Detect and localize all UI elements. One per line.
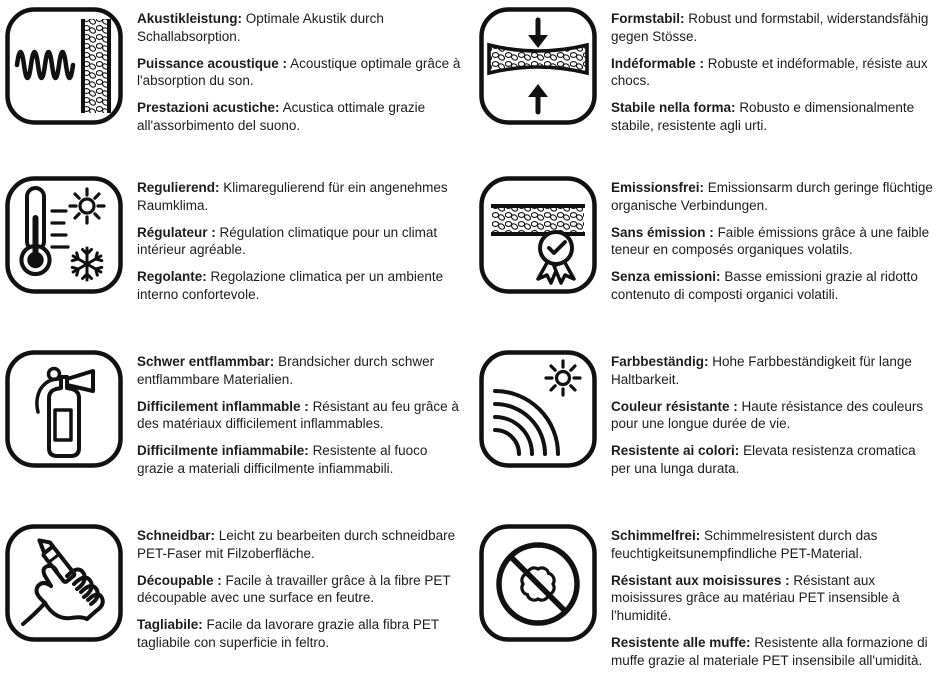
paragraph-fr: [611, 572, 935, 625]
feature-description: Basse emissioni grazie al ridotto contenuto di composti organici volatili.: [611, 269, 918, 302]
paragraph-it: [611, 99, 935, 134]
feature-label: Akustikleistung:: [137, 11, 243, 26]
feature-label: Emissionsfrei:: [611, 180, 705, 195]
paragraph-de: [137, 10, 467, 45]
paragraph-fr: [611, 55, 935, 90]
paragraph-it: [137, 616, 467, 651]
feature-description: Emissionsarm durch geringe flüchtige organische Verbindungen.: [611, 180, 933, 213]
tile-cuttable: [5, 524, 467, 680]
tile-low-emission: [479, 176, 936, 350]
no-mold-icon: [479, 524, 597, 642]
feature-label: Résistant aux moisissures :: [611, 572, 790, 588]
color-fastness-icon: [479, 350, 597, 468]
cuttable-hand-knife-icon: [5, 524, 123, 642]
feature-label: Régulateur :: [137, 224, 216, 240]
feature-label: Schneidbar:: [137, 528, 216, 543]
tile-climate-regulating: [5, 176, 467, 350]
feature-description: Klimaregulierend für ein angenehmes Raumklima.: [137, 180, 448, 213]
paragraph-de: [137, 527, 467, 562]
feature-description: Optimale Akustik durch Schallabsorption.: [137, 11, 384, 44]
feature-label: Formstabil:: [611, 11, 685, 26]
paragraph-de: [137, 179, 467, 214]
paragraph-fr: [137, 224, 467, 259]
feature-label: Resistente ai colori:: [611, 443, 740, 459]
feature-description: Leicht zu bearbeiten durch schneidbare PET-Faser mit Filzoberfläche.: [137, 528, 456, 561]
paragraph-fr: [137, 398, 467, 433]
feature-label: Schwer entflammbar:: [137, 354, 275, 369]
feature-label: Regulierend:: [137, 180, 220, 195]
paragraph-de: [611, 179, 935, 214]
feature-description: Acoustique optimale grâce à l'absorption du son.: [137, 55, 461, 89]
feature-label: Farbbeständig:: [611, 354, 709, 369]
feature-label: Difficilmente infiammabile:: [137, 443, 309, 459]
feature-label: Stabile nella forma:: [611, 100, 736, 116]
paragraph-it: [611, 442, 935, 477]
feature-description: Regolazione climatica per un ambiente interno confortevole.: [137, 269, 444, 302]
feature-description: Robusto e dimensionalmente stabile, resistente agli urti.: [611, 100, 915, 133]
tile-shape-stable: [479, 7, 936, 176]
tile-flame-retardant: [5, 350, 467, 524]
paragraph-it: [611, 634, 935, 669]
feature-description: Faible émissions grâce à une faible teneur en composés organiques volatils.: [611, 224, 930, 258]
paragraph-de: [611, 527, 935, 562]
low-emission-certificate-icon: [479, 176, 597, 294]
feature-description: Schimmelresistent durch das feuchtigkeitsunempfindliche PET-Material.: [611, 528, 878, 561]
paragraph-it: [137, 268, 467, 303]
feature-label: Sans émission :: [611, 224, 714, 240]
feature-description: Facile da lavorare grazie alla fibra PET tagliabile con superficie in feltro.: [137, 617, 439, 650]
feature-label: Resistente alle muffe:: [611, 634, 751, 650]
feature-text-emission: [611, 176, 935, 304]
feature-text-mold: [611, 524, 935, 669]
tile-acoustic: [5, 7, 467, 176]
paragraph-fr: [611, 224, 935, 259]
feature-description: Robuste et indéformable, résiste aux chocs.: [611, 55, 928, 89]
feature-description: Acustica ottimale grazie all'assorbimento del suono.: [137, 100, 426, 133]
feature-label: Couleur résistante :: [611, 398, 738, 414]
feature-description: Robust und formstabil, widerstandsfähig gegen Stösse.: [611, 11, 929, 44]
tile-mold-resistant: [479, 524, 936, 680]
feature-description: Resistente alla formazione di muffe grazie al materiale PET insensibile all'umidità.: [611, 634, 928, 668]
compression-resistance-icon: [479, 7, 597, 125]
paragraph-fr: [137, 55, 467, 90]
paragraph-fr: [611, 398, 935, 433]
feature-label: Découpable :: [137, 572, 222, 588]
feature-description: Resistente al fuoco grazie a materiali difficilmente infiammabili.: [137, 443, 428, 476]
feature-description: Facile à travailler grâce à la fibre PET découpable avec une surface en feutre.: [137, 572, 451, 606]
feature-label: Senza emissioni:: [611, 269, 721, 285]
sound-absorption-icon: [5, 7, 123, 125]
paragraph-de: [611, 353, 935, 388]
fire-extinguisher-icon: [5, 350, 123, 468]
feature-label: Prestazioni acustiche:: [137, 100, 280, 116]
feature-text-flame: [137, 350, 467, 478]
feature-label: Schimmelfrei:: [611, 528, 701, 543]
paragraph-de: [611, 10, 935, 45]
feature-description: Résistant au feu grâce à des matériaux difficilement inflammables.: [137, 398, 459, 432]
paragraph-it: [611, 268, 935, 303]
feature-text-color: [611, 350, 935, 478]
feature-description: Elevata resistenza cromatica per una lunga durata.: [611, 443, 916, 476]
paragraph-it: [137, 442, 467, 477]
feature-description: Régulation climatique pour un climat intérieur agréable.: [137, 224, 438, 258]
feature-text-cuttable: [137, 524, 467, 652]
feature-description: Hohe Farbbeständigkeit für lange Haltbarkeit.: [611, 354, 912, 387]
feature-description: Brandsicher durch schwer entflammbare Materialien.: [137, 354, 435, 387]
feature-label: Indéformable :: [611, 55, 705, 71]
tile-color-fast: [479, 350, 936, 524]
feature-text-shape-stable: [611, 7, 935, 135]
feature-label: Puissance acoustique :: [137, 55, 288, 71]
feature-label: Tagliabile:: [137, 617, 203, 633]
feature-label: Regolante:: [137, 269, 207, 285]
climate-regulation-icon: [5, 176, 123, 294]
paragraph-fr: [137, 572, 467, 607]
feature-label: Difficilement inflammable :: [137, 398, 309, 414]
paragraph-de: [137, 353, 467, 388]
paragraph-it: [137, 99, 467, 134]
feature-description: Haute résistance des couleurs pour une longue durée de vie.: [611, 398, 924, 432]
feature-text-climate: [137, 176, 467, 304]
feature-text-acoustic: [137, 7, 467, 135]
feature-description: Résistant aux moisissures grâce au matériau PET insensible à l'humidité.: [611, 572, 900, 623]
